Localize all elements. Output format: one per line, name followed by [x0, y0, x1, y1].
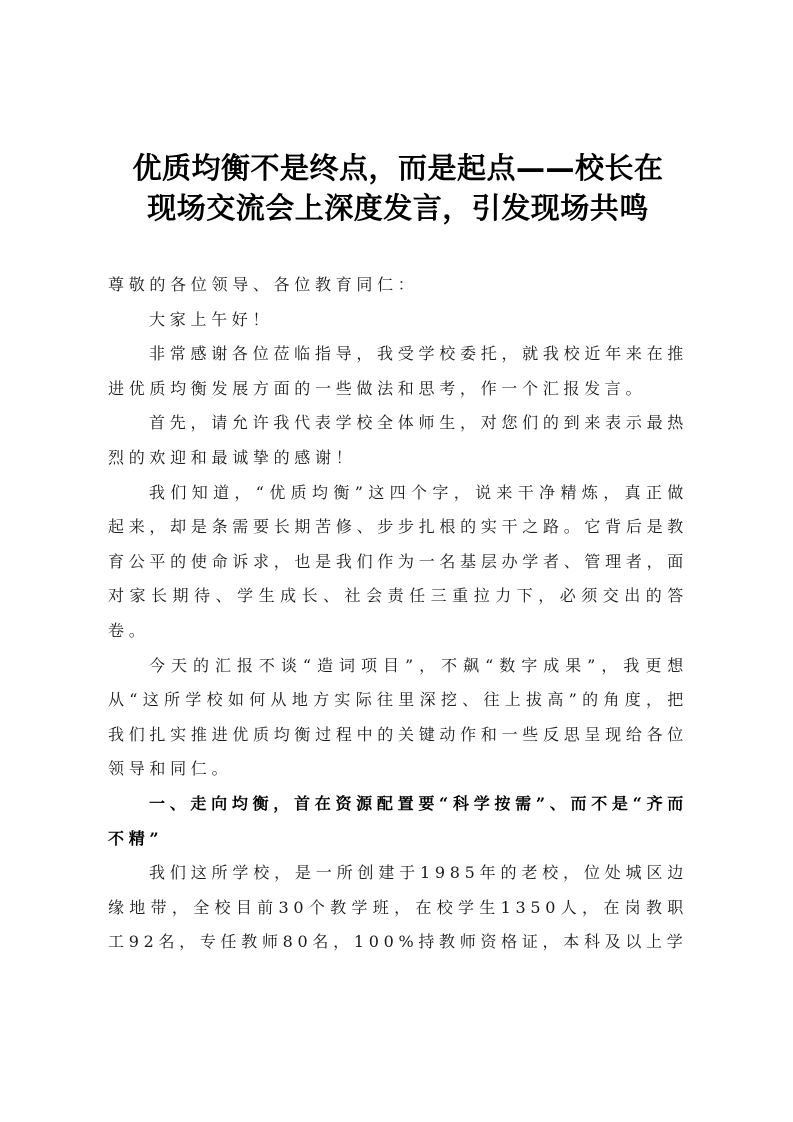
- greeting-paragraph: 大家上午好！: [149, 309, 274, 329]
- school-profile-paragraph: 我们这所学校，是一所创建于1985年的老校，位处城区边缘地带，全校目前30个教学班，在校学生1350人，在岗教职工92名，专任教师80名，100%持教师资格证，本科及以上学: [108, 863, 688, 952]
- title-line-2: 现场交流会上深度发言，引发现场共鸣: [147, 191, 649, 225]
- intro-paragraph: 我们知道，“优质均衡”这四个字，说来干净精炼，真正做起来，却是条需要长期苦修、步步扎根的实干之路。它背后是教育公平的使命诉求，也是我们作为一名基层办学者、管理者，面对家长期待、学生成长、社会责任三重拉力下，必须交出的答卷。: [108, 482, 688, 640]
- document-body: [108, 268, 688, 960]
- document-title: [108, 148, 688, 228]
- welcome-paragraph: 首先，请允许我代表学校全体师生，对您们的到来表示最热烈的欢迎和最诚挚的感谢！: [108, 413, 688, 467]
- purpose-paragraph: 今天的汇报不谈“造词项目”，不飙“数字成果”，我更想从“这所学校如何从地方实际往里深挖、往上拔高”的角度，把我们扎实推进优质均衡过程中的关键动作和一些反思呈现给各位领导和同仁。: [108, 655, 688, 779]
- salutation: 尊敬的各位领导、各位教育同仁：: [108, 275, 419, 294]
- title-line-1: 优质均衡不是终点，而是起点——校长在: [132, 151, 664, 185]
- section-heading: 一、走向均衡，首在资源配置要“科学按需”、而不是“齐而不精”: [108, 793, 688, 848]
- thanks-paragraph: 非常感谢各位莅临指导，我受学校委托，就我校近年来在推进优质均衡发展方面的一些做法和思考，作一个汇报发言。: [108, 344, 688, 398]
